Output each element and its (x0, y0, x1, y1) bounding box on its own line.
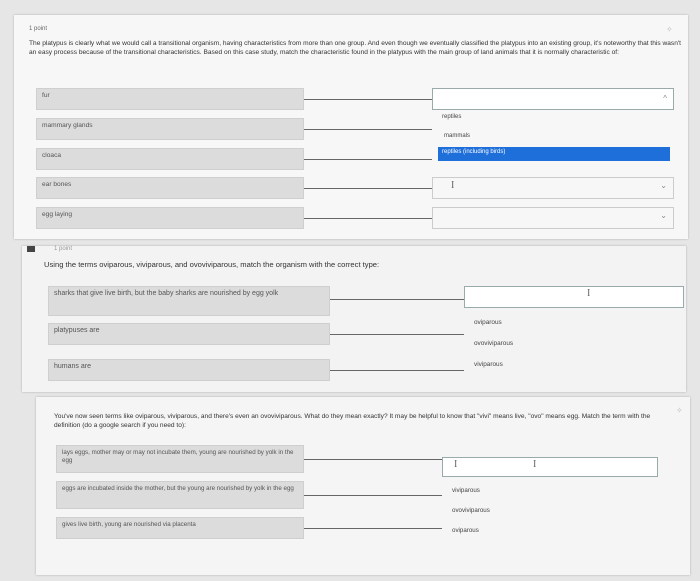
option-oviparous[interactable]: oviparous (452, 527, 479, 534)
option-reptiles[interactable]: reptiles (442, 114, 462, 120)
connector-line (304, 159, 432, 160)
connector-line (304, 528, 442, 529)
question-text: You've now seen terms like oviparous, viviparous, and there's even an ovoviviparous. What do they mean exactly? It may be helpful to know that "vivi" means live, "ovo" means egg. Match the term with the definition (do a google search if you need to): (54, 413, 651, 429)
term-lays-eggs[interactable]: lays eggs, mother may or may not incubate them, young are nourished by yolk in the egg (56, 445, 304, 473)
text-cursor-icon: I (454, 459, 458, 470)
connector-line (304, 495, 442, 496)
answer-dropdown-ear-bones[interactable] (432, 177, 674, 199)
option-mammals[interactable]: mammals (444, 133, 471, 139)
question-text: Using the terms oviparous, viviparous, and ovoviviparous, match the organism with the correct type: (44, 260, 380, 269)
term-cloaca[interactable]: cloaca (36, 148, 304, 170)
option-ovoviviparous[interactable]: ovoviviparous (452, 507, 490, 514)
connector-line (330, 334, 464, 335)
option-oviparous[interactable]: oviparous (474, 319, 502, 326)
connector-line (304, 129, 432, 130)
term-sharks[interactable]: sharks that give live birth, but the baby sharks are nourished by egg yolk (48, 286, 330, 316)
text-cursor-icon: I (533, 459, 537, 470)
chevron-up-icon: ^ (663, 94, 667, 103)
answer-dropdown-fur[interactable] (432, 88, 674, 110)
term-ear-bones[interactable]: ear bones (36, 177, 304, 199)
chevron-down-icon: ⌄ (660, 181, 667, 190)
text-cursor-icon: I (587, 288, 591, 299)
option-viviparous[interactable]: viviparous (452, 487, 480, 494)
question-marker (27, 246, 35, 252)
term-eggs-incubated-inside[interactable]: eggs are incubated inside the mother, but the young are nourished by yolk in the egg (56, 481, 304, 509)
term-gives-live-birth[interactable]: gives live birth, young are nourished via placenta (56, 517, 304, 539)
points-label: 1 point (29, 26, 48, 32)
term-mammary-glands[interactable]: mammary glands (36, 118, 304, 140)
question-3-panel (36, 397, 690, 575)
pin-icon[interactable]: ✧ (676, 406, 683, 415)
option-viviparous[interactable]: viviparous (474, 361, 503, 368)
pin-icon[interactable]: ✧ (666, 25, 673, 34)
option-ovoviviparous[interactable]: ovoviviparous (474, 340, 514, 347)
answer-dropdown-sharks[interactable] (464, 286, 684, 308)
question-text: The platypus is clearly what we would call a transitional organism, having characteristics from more than one group. And even though we eventually classified the platypus into an existing group, it's noteworthy that this wasn't an easy process because of the transitional characteristics. Based on this case study, match the characteristic found in the platypus with the main group of land animals that it is normally characteristic of: (29, 40, 681, 56)
term-fur[interactable]: fur (36, 88, 304, 110)
term-egg-laying[interactable]: egg laying (36, 207, 304, 229)
question-1-panel (14, 15, 688, 239)
connector-line (304, 99, 432, 100)
connector-line (330, 370, 464, 371)
chevron-down-icon: ⌄ (660, 211, 667, 220)
connector-line (304, 188, 432, 189)
term-platypuses[interactable]: platypuses are (48, 323, 330, 345)
question-2-panel (22, 246, 686, 392)
term-humans[interactable]: humans are (48, 359, 330, 381)
connector-line (304, 218, 432, 219)
text-cursor-icon: I (451, 180, 455, 191)
connector-line (330, 299, 464, 300)
connector-line (304, 459, 442, 460)
answer-dropdown-lays-eggs[interactable] (442, 457, 658, 477)
answer-dropdown-egg-laying[interactable] (432, 207, 674, 229)
points-label: 1 point (54, 246, 73, 252)
option-reptiles-including-birds[interactable]: reptiles (including birds) (438, 147, 670, 161)
